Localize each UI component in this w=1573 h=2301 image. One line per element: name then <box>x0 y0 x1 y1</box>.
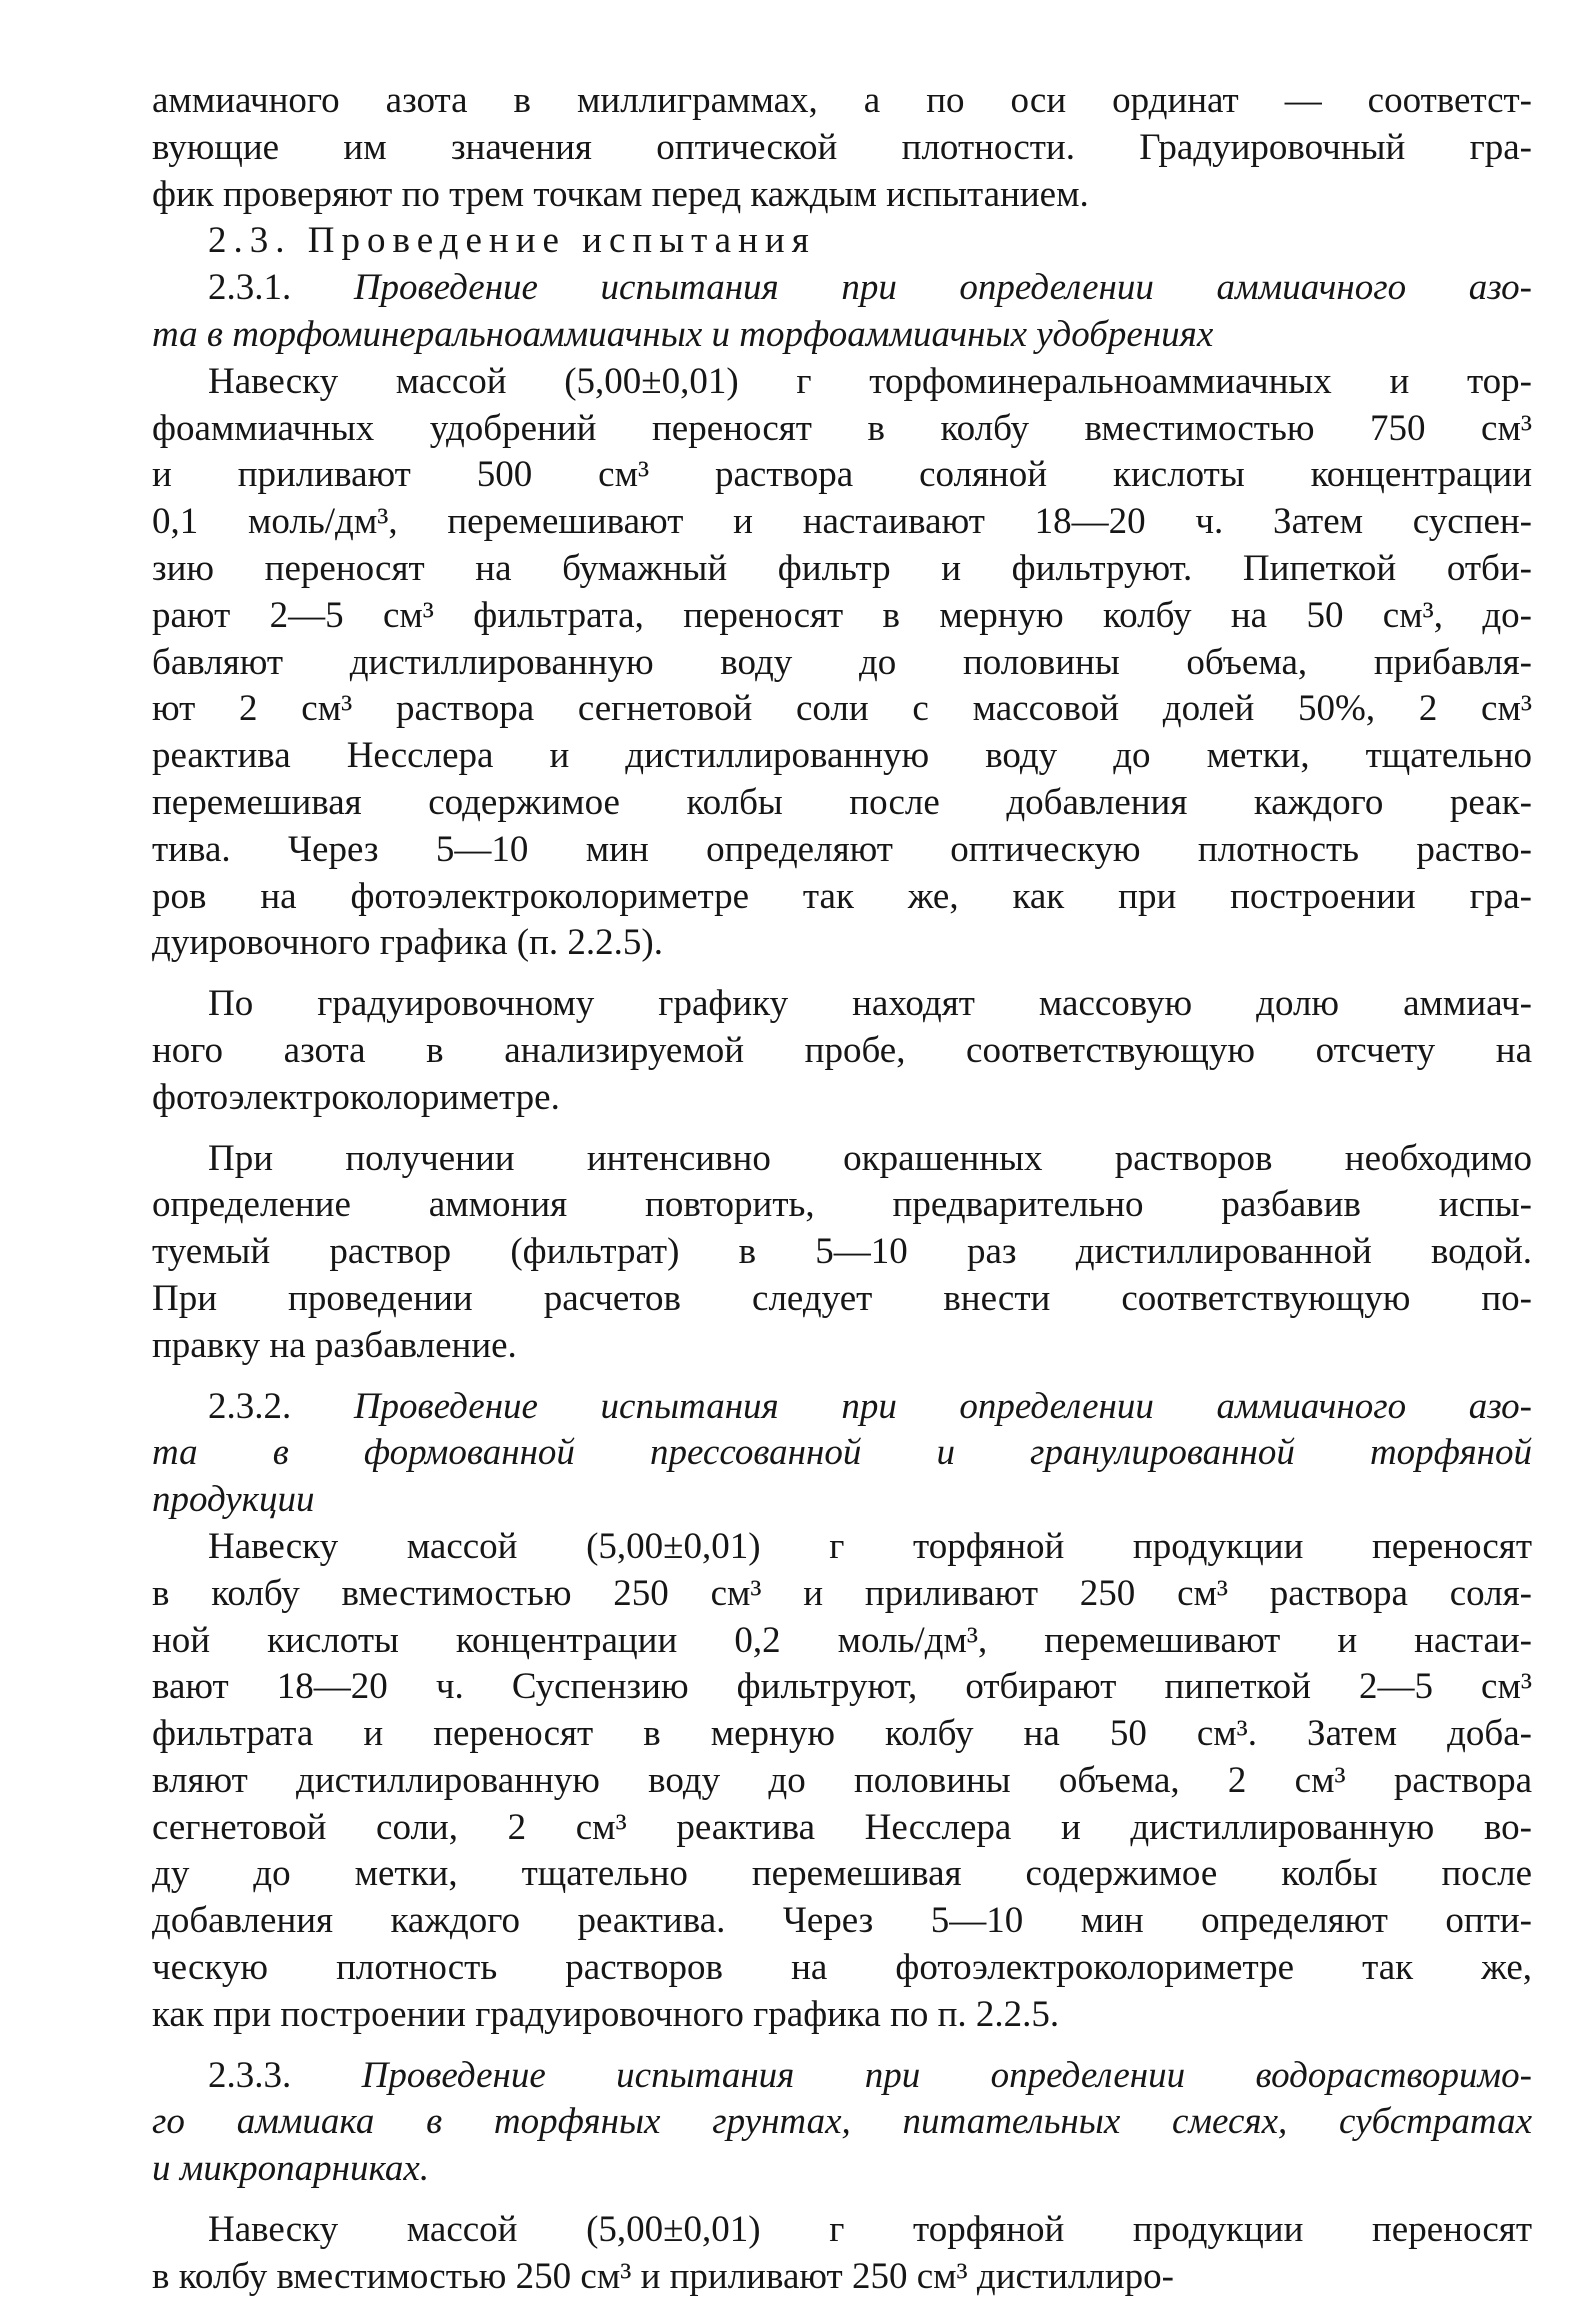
text-line: рают 2—5 см³ фильтрата, переносят в мерную колбу на 50 см³, до- <box>152 594 1532 636</box>
document-page <box>152 78 1532 2301</box>
section-number: 2.3.3. <box>208 2054 292 2096</box>
text-line: ной кислоты концентрации 0,2 моль/дм³, перемешивают и настаи- <box>152 1619 1532 1661</box>
text-line: сегнетовой соли, 2 см³ реактива Несслера и дистиллированную во- <box>152 1806 1532 1848</box>
heading-text: Проведение испытания при определении водорастворимо- <box>361 2054 1532 2096</box>
text-line: туемый раствор (фильтрат) в 5—10 раз дистиллированной водой. <box>152 1231 1532 1273</box>
text-line: фотоэлектроколориметре. <box>152 1076 560 1118</box>
text-line: При получении интенсивно окрашенных растворов необходимо <box>208 1137 1532 1179</box>
text-line: перемешивая содержимое колбы после добавления каждого реак- <box>152 781 1532 823</box>
text-line: го аммиака в торфяных грунтах, питательных смесях, субстратах <box>152 2101 1532 2143</box>
text-line: ют 2 см³ раствора сегнетовой соли с массовой долей 50%, 2 см³ <box>152 688 1532 730</box>
text-line: та в торфоминеральноаммиачных и торфоаммиачных удобрениях <box>152 313 1214 355</box>
text-line: аммиачного азота в миллиграммах, а по оси ординат — соответст- <box>152 80 1532 121</box>
text-line <box>152 2053 1532 2100</box>
text-line: По градуировочному графику находят массовую долю аммиач- <box>208 983 1532 1025</box>
text-line: в колбу вместимостью 250 см³ и приливают 250 см³ дистиллиро- <box>152 2255 1174 2297</box>
subsection-heading <box>152 2053 1532 2193</box>
text-line: тива. Через 5—10 мин определяют оптическую плотность раство- <box>152 828 1532 870</box>
text-line: фильтрата и переносят в мерную колбу на 50 см³. Затем доба- <box>152 1713 1532 1755</box>
text-line: ческую плотность растворов на фотоэлектроколориметре так же, <box>152 1947 1532 1989</box>
text-line: фоаммиачных удобрений переносят в колбу вместимостью 750 см³ <box>152 407 1532 449</box>
subsection-heading <box>152 265 1532 359</box>
text-line: зию переносят на бумажный фильтр и фильтруют. Пипеткой отби- <box>152 547 1532 589</box>
body-paragraph <box>152 2207 1532 2301</box>
text-line: продукции <box>152 1479 315 1521</box>
text-line: в колбу вместимостью 250 см³ и приливают 250 см³ раствора соля- <box>152 1572 1532 1614</box>
text-line: и микропарниках. <box>152 2148 430 2190</box>
body-paragraph <box>152 359 1532 967</box>
text-line: бавляют дистиллированную воду до половины объема, прибавля- <box>152 641 1532 683</box>
text-line <box>152 1384 1532 1431</box>
text-line: Навеску массой (5,00±0,01) г торфяной продукции переносят <box>208 1525 1532 1567</box>
body-paragraph <box>152 1524 1532 2039</box>
text-line <box>152 265 1532 312</box>
text-line: добавления каждого реактива. Через 5—10 мин определяют опти- <box>152 1900 1532 1942</box>
text-line: При проведении расчетов следует внести соответствующую по- <box>152 1277 1532 1319</box>
heading-text: Проведение испытания при определении аммиачного азо- <box>353 1385 1533 1427</box>
text-line: правку на разбавление. <box>152 1324 517 1366</box>
text-line: реактива Несслера и дистиллированную воду до метки, тщательно <box>152 735 1532 777</box>
text-line: вляют дистиллированную воду до половины объема, 2 см³ раствора <box>152 1759 1532 1801</box>
text-line: и приливают 500 см³ раствора соляной кислоты концентрации <box>152 454 1532 496</box>
text-line: определение аммония повторить, предварительно разбавив испы- <box>152 1184 1532 1226</box>
heading-text: Проведение испытания при определении аммиачного азо- <box>353 267 1533 309</box>
text-line: ного азота в анализируемой пробе, соответствующую отсчету на <box>152 1029 1532 1071</box>
text-line: вают 18—20 ч. Суспензию фильтруют, отбирают пипеткой 2—5 см³ <box>152 1666 1532 1708</box>
body-paragraph <box>152 1136 1532 1370</box>
text-line: ду до метки, тщательно перемешивая содержимое колбы после <box>152 1853 1532 1895</box>
text-line: как при построении градуировочного графика по п. 2.2.5. <box>152 1993 1060 2035</box>
subsection-heading <box>152 1384 1532 1524</box>
text-line: дуировочного графика (п. 2.2.5). <box>152 922 663 964</box>
text-line: Навеску массой (5,00±0,01) г торфоминеральноаммиачных и тор- <box>208 360 1532 402</box>
text-line: фик проверяют по трем точкам перед каждым испытанием. <box>152 173 1089 215</box>
section-number: 2.3.1. <box>208 267 292 309</box>
section-heading <box>152 218 1532 265</box>
body-paragraph <box>152 78 1532 218</box>
text-line: 2.3. Проведение испытания <box>208 220 816 262</box>
text-line: 0,1 моль/дм³, перемешивают и настаивают 18—20 ч. Затем суспен- <box>152 501 1532 543</box>
text-line: вующие им значения оптической плотности. Градуировочный гра- <box>152 126 1532 168</box>
text-line: ров на фотоэлектроколориметре так же, как при построении гра- <box>152 875 1532 917</box>
text-line: та в формованной прессованной и гранулированной торфяной <box>152 1432 1532 1474</box>
body-paragraph <box>152 981 1532 1121</box>
section-number: 2.3.2. <box>208 1385 292 1427</box>
text-line: Навеску массой (5,00±0,01) г торфяной продукции переносят <box>208 2209 1532 2251</box>
